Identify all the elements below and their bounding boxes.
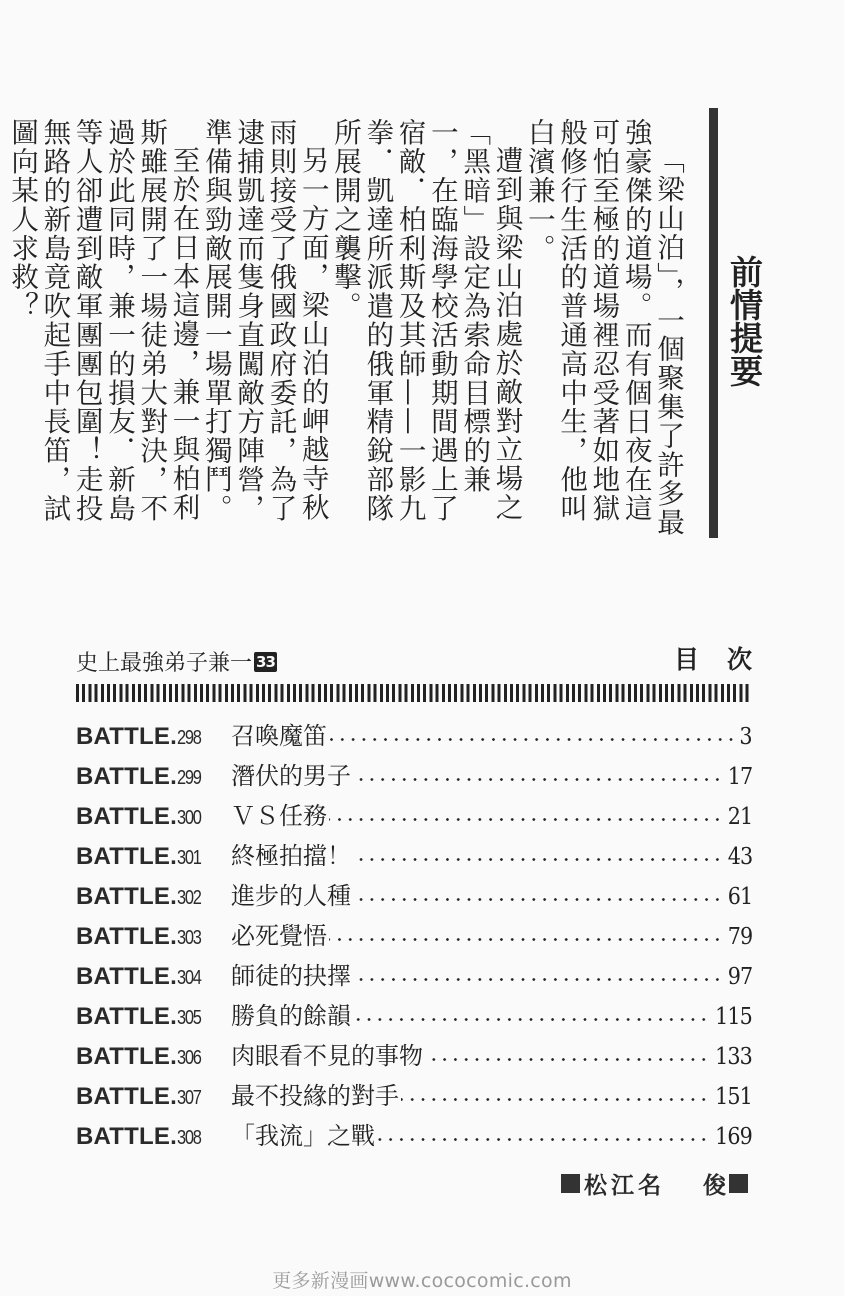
dot-leader	[377, 1138, 709, 1141]
battle-label: BATTLE.	[76, 883, 177, 910]
heading-divider-bar	[709, 108, 718, 538]
dot-leader	[353, 898, 723, 901]
chapter-title: 肉眼看不見的事物	[230, 1042, 423, 1070]
battle-label: BATTLE.	[76, 763, 177, 790]
toc-entry[interactable]	[76, 1116, 752, 1156]
dot-leader	[353, 978, 723, 981]
battle-number: 305	[176, 1007, 201, 1029]
page-number: 97	[727, 964, 752, 990]
toc-entry[interactable]	[76, 836, 752, 876]
battle-number: 303	[176, 927, 201, 949]
chapter-title: 「我流」之戰	[230, 1122, 375, 1150]
battle-number: 306	[176, 1047, 201, 1069]
battle-label: BATTLE.	[76, 803, 177, 830]
dot-leader	[329, 738, 736, 741]
page-number: 17	[727, 764, 752, 790]
chapter-title: 進步的人種	[230, 882, 351, 910]
toc-entry[interactable]	[76, 1076, 752, 1116]
battle-label: BATTLE.	[76, 923, 177, 950]
synopsis-section	[6, 118, 690, 538]
synopsis-paragraph: 另一方面，梁山泊的岬越寺秋雨則接受了俄國政府委託，為了逮捕凱達而隻身直闖敵方陣營，準備與勁敵展開一場單打獨鬥。	[199, 118, 329, 523]
page-number: 21	[727, 804, 752, 830]
toc-header	[76, 640, 780, 680]
toc-entry[interactable]	[76, 716, 752, 756]
page-number: 79	[727, 924, 752, 950]
author-name-first: 松江名	[584, 1173, 665, 1199]
battle-number: 301	[176, 847, 201, 869]
synopsis-text	[6, 118, 684, 538]
square-bullet-icon	[729, 1174, 748, 1193]
page-number: 133	[715, 1044, 752, 1070]
page-number: 169	[715, 1124, 752, 1150]
chapter-title: 必死覺悟	[230, 922, 327, 950]
synopsis-paragraph: 至於在日本這邊，兼一與柏利斯雖展開了一場徒弟大對決，不過於此同時，兼一的損友．新島等人卻遭到敵軍團團包圍！走投無路的新島竟吹起手中長笛，試圖向某人求救？	[6, 118, 200, 523]
dot-leader	[329, 938, 723, 941]
dot-leader	[353, 778, 723, 781]
page-number: 61	[727, 884, 752, 910]
chapter-title: 潛伏的男子	[230, 762, 351, 790]
toc-title: 目次	[673, 645, 780, 674]
battle-label: BATTLE.	[76, 1123, 177, 1150]
chapter-title: 召喚魔笛	[230, 722, 327, 750]
square-bullet-icon	[561, 1174, 580, 1193]
battle-number: 302	[176, 887, 201, 909]
volume-badge: 33	[256, 652, 275, 671]
chapter-title: 最不投緣的對手	[230, 1082, 399, 1110]
site-watermark: 更多新漫画www.cococomic.com	[272, 1270, 572, 1292]
book-title-text: 史上最強弟子兼一	[76, 651, 253, 676]
battle-label: BATTLE.	[76, 843, 177, 870]
toc-list	[76, 716, 752, 1156]
toc-entry[interactable]	[76, 996, 752, 1036]
chapter-title: 終極拍擋！	[230, 842, 351, 870]
battle-number: 307	[176, 1087, 201, 1109]
battle-number: 298	[176, 727, 201, 749]
battle-label: BATTLE.	[76, 963, 177, 990]
toc-entry[interactable]	[76, 916, 752, 956]
battle-label: BATTLE.	[76, 1003, 177, 1030]
battle-number: 299	[176, 767, 201, 789]
author-name-last: 俊	[703, 1173, 726, 1199]
synopsis-paragraph: 遭到與梁山泊處於敵對立場之「黑暗」設定為索命目標的兼一，在臨海學校活動期間遇上了宿敵．柏利斯及其師——一影九拳．凱達所派遣的俄軍精銳部隊所展開之襲擊。	[329, 118, 523, 523]
chapter-title: 師徒的抉擇	[230, 962, 351, 990]
page-number: 43	[727, 844, 752, 870]
page-number: 151	[715, 1084, 752, 1110]
toc-entry[interactable]	[76, 796, 752, 836]
chapter-title: ＶＳ任務	[230, 802, 327, 830]
book-title	[76, 646, 277, 677]
toc-entry[interactable]	[76, 876, 752, 916]
synopsis-heading: 前情提要	[725, 255, 764, 387]
striped-divider	[76, 684, 752, 702]
toc-entry[interactable]	[76, 1036, 752, 1076]
toc-entry[interactable]	[76, 756, 752, 796]
battle-label: BATTLE.	[76, 1083, 177, 1110]
battle-number: 304	[176, 967, 201, 989]
synopsis-paragraph: 「梁山泊」，一個聚集了許多最強豪傑的道場。而有個日夜在這可怕至極的道場裡忍受著如地獄般修行生活的普通高中生，他叫白濱兼一。	[522, 118, 684, 537]
battle-number: 300	[176, 807, 201, 829]
dot-leader	[329, 818, 723, 821]
page-number: 3	[739, 724, 752, 750]
chapter-title: 勝負的餘韻	[230, 1002, 351, 1030]
dot-leader	[401, 1098, 709, 1101]
battle-number: 308	[176, 1127, 201, 1149]
page-number: 115	[715, 1004, 752, 1030]
toc-entry[interactable]	[76, 956, 752, 996]
battle-label: BATTLE.	[76, 1043, 177, 1070]
dot-leader	[353, 858, 723, 861]
dot-leader	[353, 1018, 709, 1021]
battle-label: BATTLE.	[76, 723, 177, 750]
author-credit	[561, 1167, 748, 1200]
dot-leader	[425, 1058, 709, 1061]
